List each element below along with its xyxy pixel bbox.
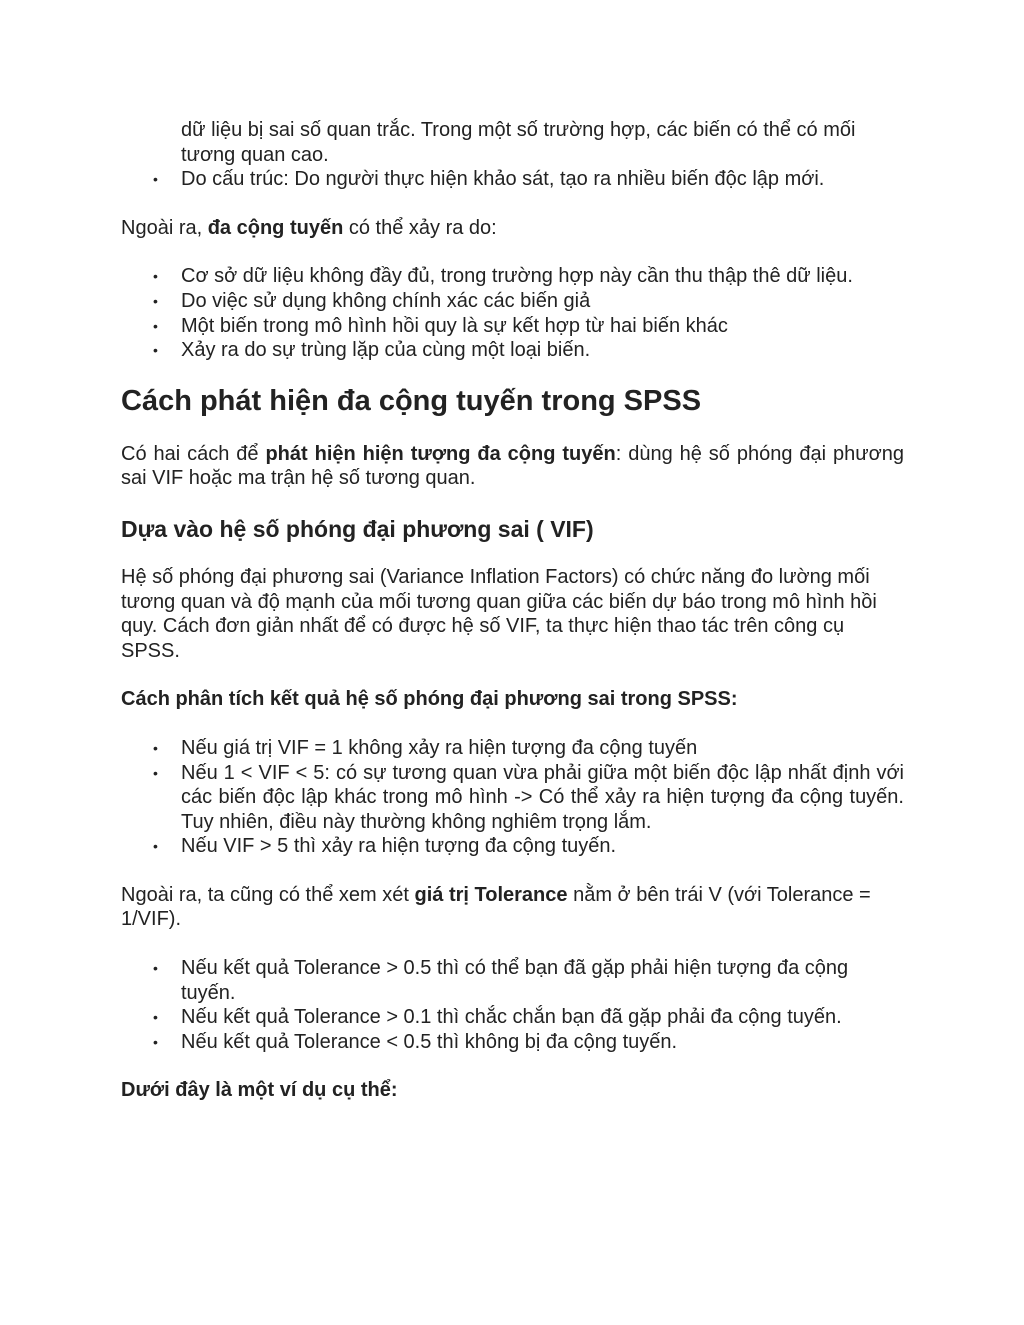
vif-paragraph: Hệ số phóng đại phương sai (Variance Inflation Factors) có chức năng đo lường mối tương quan và độ mạnh của mối tương quan giữa các biến dự báo trong mô hình hồi quy. Cách đơn giản nhất để có được hệ số VIF, ta thực hiện thao tác trên công cụ SPSS. bbox=[121, 565, 877, 662]
example-heading: Dưới đây là một ví dụ cụ thể: bbox=[121, 1079, 398, 1102]
tolerance-rules-list bbox=[121, 956, 904, 1054]
list-item: • Xảy ra do sự trùng lặp của cùng một loại biến. bbox=[153, 339, 591, 362]
bullet-icon: • bbox=[153, 171, 158, 188]
bullet-icon: • bbox=[153, 342, 158, 359]
bullet-icon: • bbox=[153, 739, 158, 756]
section-heading: Cách phát hiện đa cộng tuyến trong SPSS bbox=[121, 384, 702, 417]
list-item: • Do việc sử dụng không chính xác các biến giả bbox=[153, 289, 591, 312]
bullet-icon: • bbox=[153, 292, 158, 309]
list-item: • Nếu kết quả Tolerance > 0.5 thì có thể bạn đã gặp phải hiện tượng đa cộng tuyến. bbox=[153, 957, 849, 1004]
list-item: • Nếu 1 < VIF < 5: có sự tương quan vừa phải giữa một biến độc lập nhất định với các biến độc lập khác trong mô hình -> Có thể xảy ra hiện tượng đa cộng tuyến. Tuy nhiên, điều này thường không nghiêm trọng lắm. bbox=[153, 761, 904, 833]
intro-paragraph: Ngoài ra, đa cộng tuyến có thể xảy ra do: bbox=[121, 216, 497, 239]
bullet-icon: • bbox=[153, 764, 158, 781]
bullet-icon: • bbox=[153, 1009, 158, 1026]
list-item: • Một biến trong mô hình hồi quy là sự kết hợp từ hai biến khác bbox=[153, 314, 728, 337]
cause-list-2 bbox=[121, 264, 904, 362]
list-item: • Nếu kết quả Tolerance > 0.1 thì chắc chắn bạn đã gặp phải đa cộng tuyến. bbox=[153, 1006, 842, 1029]
bullet-icon: • bbox=[153, 960, 158, 977]
bullet-icon: • bbox=[153, 838, 158, 855]
list-item: • Cơ sở dữ liệu không đầy đủ, trong trường hợp này cần thu thập thê dữ liệu. bbox=[153, 265, 853, 288]
cause-list-1 bbox=[121, 167, 904, 192]
list-item: • Nếu giá trị VIF = 1 không xảy ra hiện tượng đa cộng tuyến bbox=[153, 736, 698, 759]
subsection-heading: Dựa vào hệ số phóng đại phương sai ( VIF) bbox=[121, 515, 594, 542]
list-item: • Nếu kết quả Tolerance < 0.5 thì không bị đa cộng tuyến. bbox=[153, 1030, 678, 1053]
document-page bbox=[121, 118, 904, 1103]
bullet-icon: • bbox=[153, 317, 158, 334]
continued-bullet-text: dữ liệu bị sai số quan trắc. Trong một số trường hợp, các biến có thể có mối tương quan cao. bbox=[181, 119, 856, 166]
analysis-heading: Cách phân tích kết quả hệ số phóng đại phương sai trong SPSS: bbox=[121, 688, 738, 711]
tolerance-paragraph: Ngoài ra, ta cũng có thể xem xét giá trị Tolerance nằm ở bên trái V (với Tolerance = 1/VIF). bbox=[121, 883, 871, 931]
vif-rules-list bbox=[121, 736, 904, 859]
list-item: • Do cấu trúc: Do người thực hiện khảo sát, tạo ra nhiều biến độc lập mới. bbox=[153, 168, 825, 191]
list-item: • Nếu VIF > 5 thì xảy ra hiện tượng đa cộng tuyến. bbox=[153, 835, 617, 858]
bullet-icon: • bbox=[153, 1033, 158, 1050]
bullet-icon: • bbox=[153, 268, 158, 285]
detection-paragraph: Có hai cách để phát hiện hiện tượng đa cộng tuyến: dùng hệ số phóng đại phương sai VIF hoặc ma trận hệ số tương quan. bbox=[121, 442, 905, 490]
